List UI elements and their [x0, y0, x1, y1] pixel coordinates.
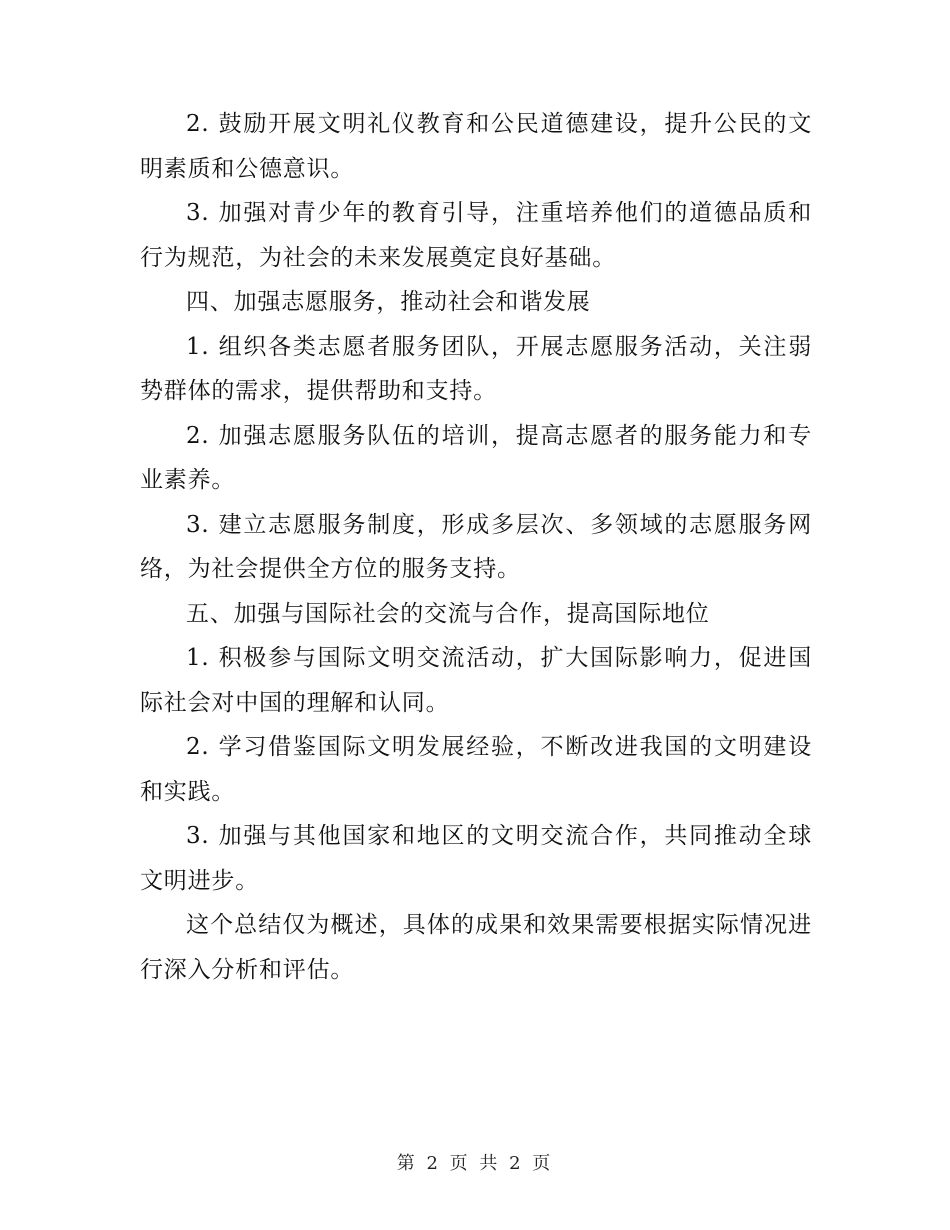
paragraph-item-4-2: 2. 加强志愿服务队伍的培训，提高志愿者的服务能力和专业素养。 [140, 422, 812, 493]
section-heading-5: 五、加强与国际社会的交流与合作，提高国际地位 [186, 600, 710, 627]
page-footer: 第 2 页 共 2 页 [396, 1153, 554, 1174]
paragraph-item-5-3: 3. 加强与其他国家和地区的文明交流合作，共同推动全球文明进步。 [140, 823, 812, 894]
document-body [140, 102, 812, 992]
paragraph-item-5-1: 1. 积极参与国际文明交流活动，扩大国际影响力，促进国际社会对中国的理解和认同。 [140, 645, 812, 716]
paragraph-item-3: 3. 加强对青少年的教育引导，注重培养他们的道德品质和行为规范，为社会的未来发展奠定良好基础。 [140, 200, 812, 271]
paragraph-item-4-3: 3. 建立志愿服务制度，形成多层次、多领域的志愿服务网络，为社会提供全方位的服务支持。 [140, 511, 812, 582]
summary-paragraph: 这个总结仅为概述，具体的成果和效果需要根据实际情况进行深入分析和评估。 [140, 912, 812, 983]
paragraph-item-4-1: 1. 组织各类志愿者服务团队，开展志愿服务活动，关注弱势群体的需求，提供帮助和支持。 [140, 333, 812, 404]
paragraph-item-5-2: 2. 学习借鉴国际文明发展经验，不断改进我国的文明建设和实践。 [140, 734, 812, 805]
section-heading-4: 四、加强志愿服务，推动社会和谐发展 [186, 289, 591, 315]
paragraph-item-2: 2. 鼓励开展文明礼仪教育和公民道德建设，提升公民的文明素质和公德意识。 [140, 111, 812, 182]
